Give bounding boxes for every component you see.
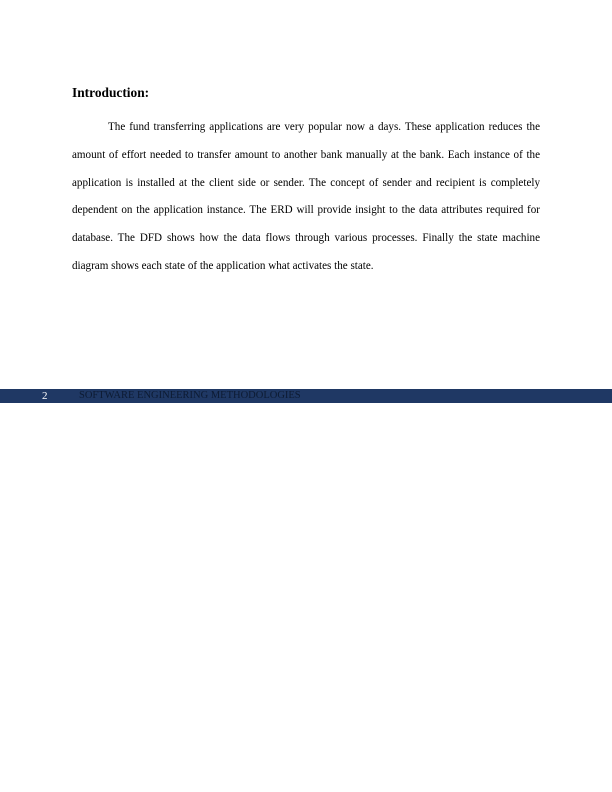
section-heading: Introduction: (72, 85, 150, 100)
introduction-paragraph: The fund transferring applications are very popular now a days. These application reduces the amount of effort needed to transfer amount to another bank manually at the bank. Each instance of the application is installed at the client side or sender. The concept of sender and recipient is completely dependent on the application instance. The ERD will provide insight to the data attributes required for database. The DFD shows how the data flows through various processes. Finally the state machine diagram shows each state of the application what activates the state. (72, 121, 540, 272)
page-number: 2 (42, 390, 48, 402)
page-footer-band (0, 389, 612, 403)
running-title: SOFTWARE ENGINEERING METHODOLOGIES (79, 390, 301, 401)
